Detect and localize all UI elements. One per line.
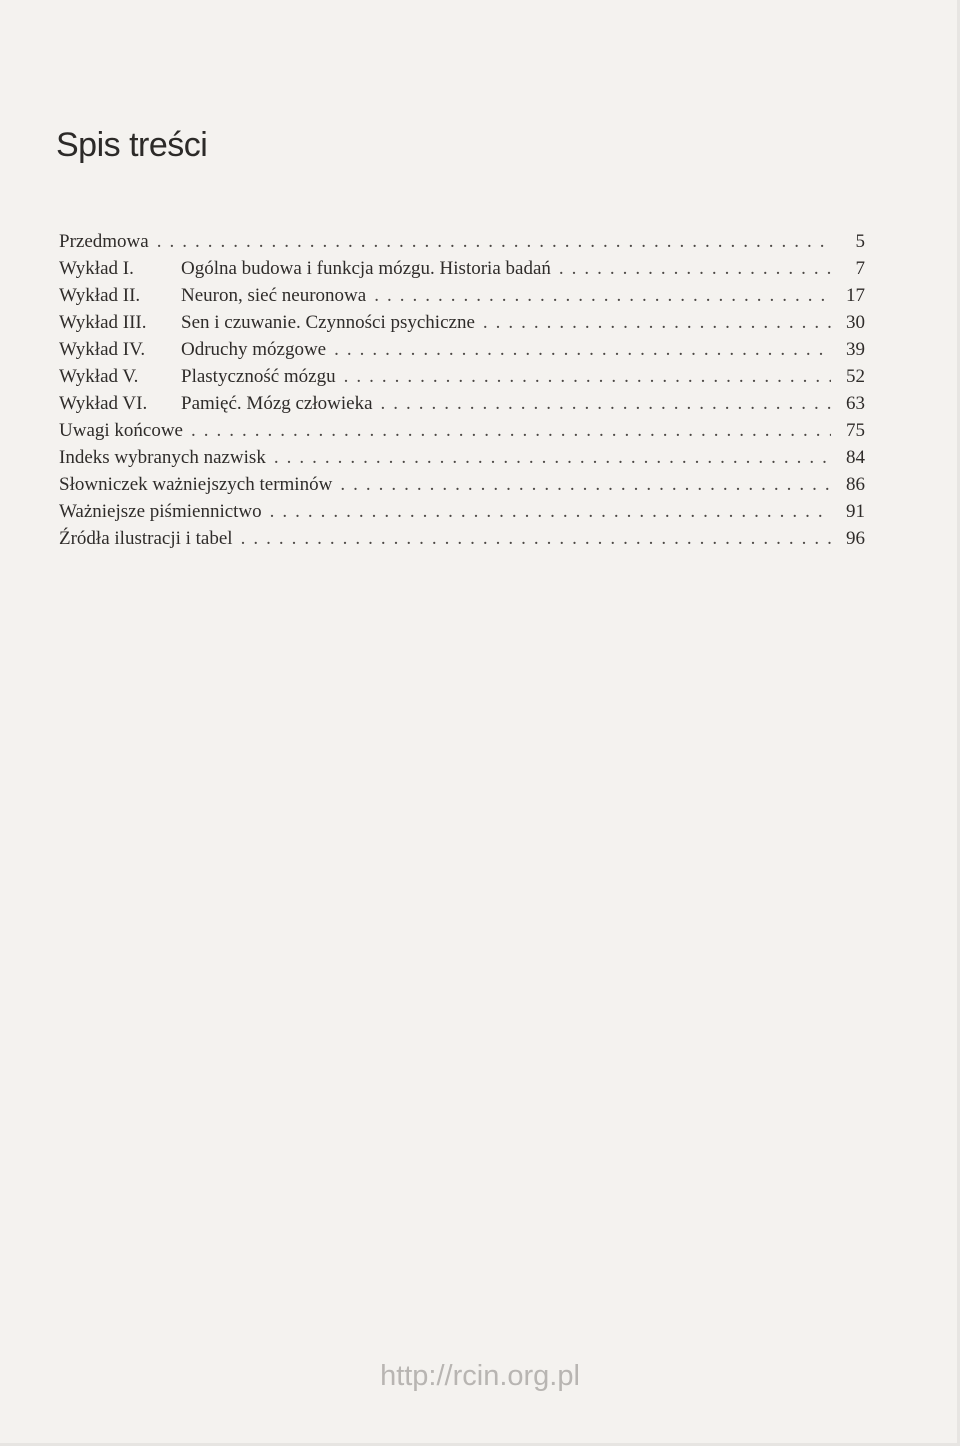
toc-entry-prefix: Wykład II. (59, 285, 141, 306)
toc-entry-prefix: Wykład V. (59, 366, 139, 387)
toc-entry-label-group (59, 309, 475, 336)
dot-leader (344, 363, 831, 390)
toc-entry (59, 525, 865, 552)
toc-entry (59, 471, 865, 498)
toc-entry-title: Ogólna budowa i funkcja mózgu. Historia badań (181, 258, 551, 279)
toc-entry-prefix: Wykład VI. (59, 393, 148, 414)
toc-entry-page: 7 (855, 258, 865, 279)
toc-entry-title: Pamięć. Mózg człowieka (181, 393, 373, 414)
toc-entry (59, 390, 865, 417)
toc-entry-title: Indeks wybranych nazwisk (59, 447, 266, 468)
toc-entry-title: Neuron, sieć neuronowa (181, 285, 367, 306)
toc-entry-label-group (59, 336, 326, 363)
toc-entry (59, 417, 865, 444)
toc-entry-page: 5 (855, 231, 865, 252)
toc-entry-label-group (59, 498, 262, 525)
toc-entry-page: 52 (846, 366, 865, 387)
toc-entry-label-group (59, 471, 332, 498)
dot-leader (340, 471, 831, 498)
dot-leader (381, 390, 831, 417)
toc-entry-title: Przedmowa (59, 231, 149, 252)
toc-entry (59, 255, 865, 282)
dot-leader (559, 255, 831, 282)
toc-entry-label-group (59, 228, 149, 255)
toc-entry (59, 336, 865, 363)
toc-entry (59, 498, 865, 525)
dot-leader (191, 417, 831, 444)
dot-leader (374, 282, 831, 309)
toc-entry-page: 96 (846, 528, 865, 549)
toc-entry-page: 91 (846, 501, 865, 522)
dot-leader (241, 525, 831, 552)
toc-entry-page: 63 (846, 393, 865, 414)
toc-entry-label-group (59, 282, 366, 309)
toc-entry-page: 17 (846, 285, 865, 306)
toc-entry-page: 75 (846, 420, 865, 441)
toc-entry-label-group (59, 525, 233, 552)
toc-entry (59, 444, 865, 471)
dot-leader (483, 309, 831, 336)
toc-entry-prefix: Wykład III. (59, 312, 147, 333)
dot-leader (274, 444, 831, 471)
toc-entry (59, 363, 865, 390)
toc-entry-page: 86 (846, 474, 865, 495)
toc-entry-page: 84 (846, 447, 865, 468)
toc-entry-label-group (59, 417, 183, 444)
toc-entry (59, 282, 865, 309)
dot-leader (270, 498, 831, 525)
toc-entry-title: Ważniejsze piśmiennictwo (59, 501, 262, 522)
toc-entry-page: 30 (846, 312, 865, 333)
table-of-contents (59, 228, 865, 552)
toc-entry-label-group (59, 444, 266, 471)
toc-entry-page: 39 (846, 339, 865, 360)
toc-entry-label-group (59, 390, 373, 417)
toc-entry-prefix: Wykład IV. (59, 339, 146, 360)
toc-entry-title: Plastyczność mózgu (181, 366, 336, 387)
toc-entry (59, 309, 865, 336)
toc-entry-label-group (59, 255, 551, 282)
toc-entry-title: Uwagi końcowe (59, 420, 183, 441)
toc-entry (59, 228, 865, 255)
toc-entry-label-group (59, 363, 336, 390)
source-url: http://rcin.org.pl (380, 1360, 580, 1392)
page-title: Spis treści (56, 126, 208, 164)
toc-entry-title: Słowniczek ważniejszych terminów (59, 474, 333, 495)
dot-leader (157, 228, 831, 255)
toc-entry-prefix: Wykład I. (59, 258, 134, 279)
toc-entry-title: Odruchy mózgowe (181, 339, 327, 360)
dot-leader (334, 336, 831, 363)
toc-entry-title: Sen i czuwanie. Czynności psychiczne (181, 312, 475, 333)
toc-entry-title: Źródła ilustracji i tabel (59, 528, 233, 549)
